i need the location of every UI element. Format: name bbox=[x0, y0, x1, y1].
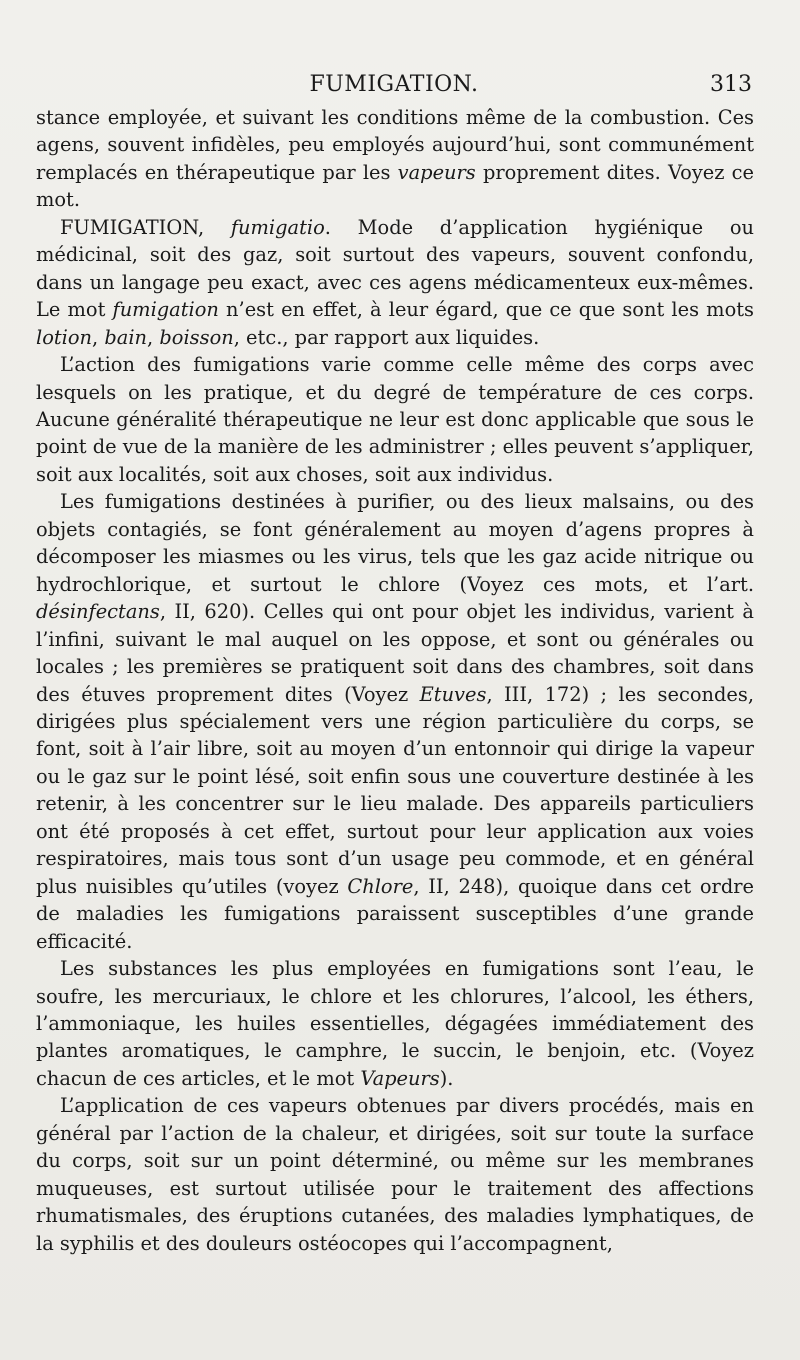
text-run: FUMIGATION, bbox=[60, 215, 231, 239]
text-run: Les substances les plus employées en fumigations sont l’eau, le soufre, les mercuriaux, le chlore et les chlorures, l’alcool, les éthers, l’ammoniaque, les huiles essentielles, dégagées immédiatement des plantes aromatiques, le camphre, le succin, le benjoin, etc. (Voyez chacun de ces articles, et le mot bbox=[36, 957, 754, 1090]
paragraph bbox=[36, 955, 754, 1092]
paragraph bbox=[36, 104, 754, 214]
text-run: L’application de ces vapeurs obtenues par divers procédés, mais en général par l’action de la chaleur, et dirigées, soit sur toute la surface du corps, soit sur un point déterminé, ou même sur les membranes muqueuses, est surtout utilisée pour le traitement des affections rhumatismales, des éruptions cutanées, des maladies lymphatiques, de la syphilis et des douleurs ostéocopes qui l’accompagnent, bbox=[36, 1094, 754, 1255]
italic-run: bain bbox=[104, 325, 148, 349]
text-run: . Mode d’application hygiénique ou médicinal, soit des gaz, soit surtout des vapeurs, souvent confondu, dans un langage peu exact, avec ces agens médicamenteux eux-mêmes. Le mot bbox=[36, 215, 754, 322]
page-number: 313 bbox=[710, 72, 752, 97]
italic-run: boisson bbox=[159, 325, 234, 349]
italic-run: Etuves bbox=[419, 682, 487, 706]
text-run: , bbox=[92, 325, 105, 349]
paragraph bbox=[36, 488, 754, 955]
italic-run: vapeurs bbox=[397, 160, 476, 184]
text-run: , II, 248), quoique dans cet ordre de maladies les fumigations paraissent susceptibles d’une grande efficacité. bbox=[36, 874, 754, 953]
paragraph bbox=[36, 1092, 754, 1257]
paragraph bbox=[36, 214, 754, 351]
text-run: L’action des fumigations varie comme celle même des corps avec lesquels on les pratique, et du degré de température de ces corps. Aucune généralité thérapeutique ne leur est donc applicable que sous le point de vue de la manière de les administrer ; elles peuvent s’appliquer, soit aux localités, soit aux choses, soit aux individus. bbox=[36, 353, 754, 486]
italic-run: Vapeurs bbox=[360, 1066, 440, 1090]
italic-run: fumigatio bbox=[230, 215, 325, 239]
italic-run: désinfectans bbox=[36, 600, 160, 624]
text-run: Les fumigations destinées à purifier, ou des lieux malsains, ou des objets contagiés, se font généralement au moyen d’agens propres à décomposer les miasmes ou les virus, tels que les gaz acide nitrique ou hydrochlorique, et surtout le chlore (Voyez ces mots, et l’art. bbox=[36, 490, 754, 596]
paragraph bbox=[36, 351, 754, 488]
text-run: ). bbox=[439, 1066, 454, 1090]
italic-run: lotion bbox=[36, 325, 93, 349]
text-run: , III, 172) ; les secondes, dirigées plus spécialement vers une région particulière du corps, se font, soit à l’air libre, soit au moyen d’un entonnoir qui dirige la vapeur ou le gaz sur le point lésé, soit enfin sous une couverture destinée à les retenir, à les concentrer sur le lieu malade. Des appareils particuliers ont été proposés à cet effet, surtout pour leur application aux voies respiratoires, mais tous sont d’un usage peu commode, et en général plus nuisibles qu’utiles (voyez bbox=[36, 682, 754, 898]
page-header bbox=[36, 72, 752, 104]
italic-run: Chlore bbox=[347, 874, 414, 898]
text-run: , bbox=[147, 325, 160, 349]
text-run: stance employée, et suivant les conditions même de la combustion. Ces agens, souvent infidèles, peu employés aujourd’hui, sont communément remplacés en thérapeutique par les bbox=[36, 106, 754, 184]
running-head: FUMIGATION. bbox=[309, 72, 479, 97]
body-text bbox=[36, 104, 754, 1257]
text-run: n’est en effet, à leur égard, que ce que sont les mots bbox=[218, 298, 754, 322]
italic-run: fumigation bbox=[112, 298, 219, 322]
text-run: , II, 620). Celles qui ont pour objet les individus, varient à l’infini, suivant le mal auquel on les oppose, et sont ou générales ou locales ; les premières se pratiquent soit dans des chambres, soit dans des étuves proprement dites (Voyez bbox=[36, 600, 754, 706]
text-run: , etc., par rapport aux liquides. bbox=[233, 325, 540, 349]
text-run: proprement dites. Voyez ce mot. bbox=[36, 160, 754, 212]
